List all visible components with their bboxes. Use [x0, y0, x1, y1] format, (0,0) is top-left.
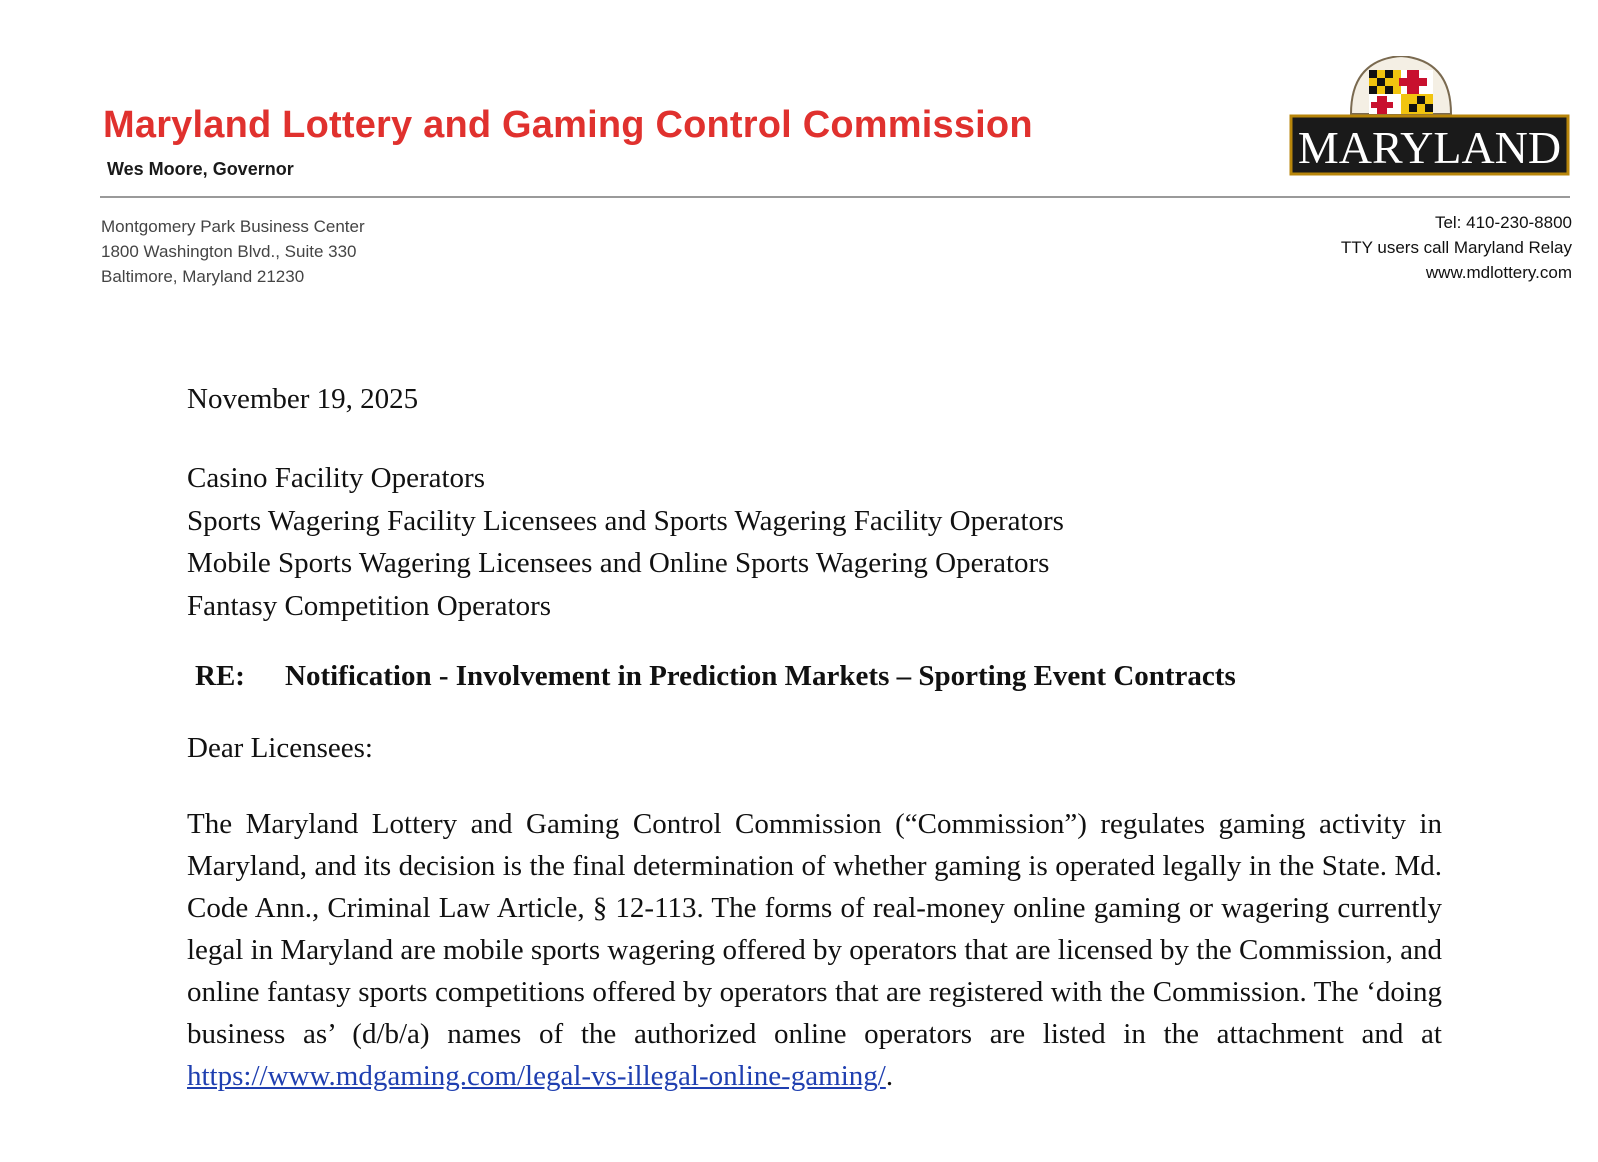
recipient-list	[187, 457, 1064, 627]
recipient-line: Mobile Sports Wagering Licensees and Online Sports Wagering Operators	[187, 547, 1050, 579]
body-paragraph	[187, 803, 1442, 1097]
website-link[interactable]: www.mdlottery.com	[1425, 263, 1572, 282]
contact-info	[1341, 210, 1572, 285]
header-divider	[100, 196, 1570, 198]
address-line: Baltimore, Maryland 21230	[101, 267, 305, 286]
subject-line	[195, 660, 1236, 693]
address-line: 1800 Washington Blvd., Suite 330	[101, 242, 357, 261]
address-line: Montgomery Park Business Center	[101, 217, 365, 236]
letterhead-governor: Wes Moore, Governor	[107, 159, 294, 179]
tty-note: TTY users call Maryland Relay	[1340, 238, 1572, 257]
legal-gaming-link[interactable]: https://www.mdgaming.com/legal-vs-illegal-online-gaming/	[187, 1060, 886, 1092]
re-label: RE:	[195, 660, 245, 692]
salutation: Dear Licensees:	[187, 732, 373, 764]
recipient-line: Sports Wagering Facility Licensees and Sports Wagering Facility Operators	[187, 504, 1064, 537]
recipient-line: Fantasy Competition Operators	[187, 589, 552, 622]
phone-number: Tel: 410-230-8800	[1434, 213, 1572, 232]
logo-text: MARYLAND	[1297, 122, 1562, 173]
paragraph-end: .	[885, 1060, 894, 1092]
re-subject: Notification - Involvement in Prediction Markets – Sporting Event Contracts	[285, 660, 1236, 692]
letterhead-title: Maryland Lottery and Gaming Control Commission	[103, 104, 1033, 146]
maryland-logo	[1289, 56, 1570, 178]
office-address	[101, 214, 365, 289]
recipient-line: Casino Facility Operators	[187, 462, 486, 494]
paragraph-text: The Maryland Lottery and Gaming Control Commission (“Commission”) regulates gaming activity in Maryland, and its decision is the final determination of whether gaming is operated legally in the State. Md. Code Ann., Criminal Law Article, § 12-113. The forms of real-money online gaming or wagering currently legal in Maryland are mobile sports wagering offered by operators that are licensed by the Commission, and online fantasy sports competitions offered by operators that are registered with the Commission. The ‘doing business as’ (d/b/a) names of the authorized online operators are listed in the attachment and at	[187, 808, 1442, 1050]
letter-date: November 19, 2025	[187, 383, 419, 415]
maryland-flag-icon	[1351, 56, 1451, 114]
